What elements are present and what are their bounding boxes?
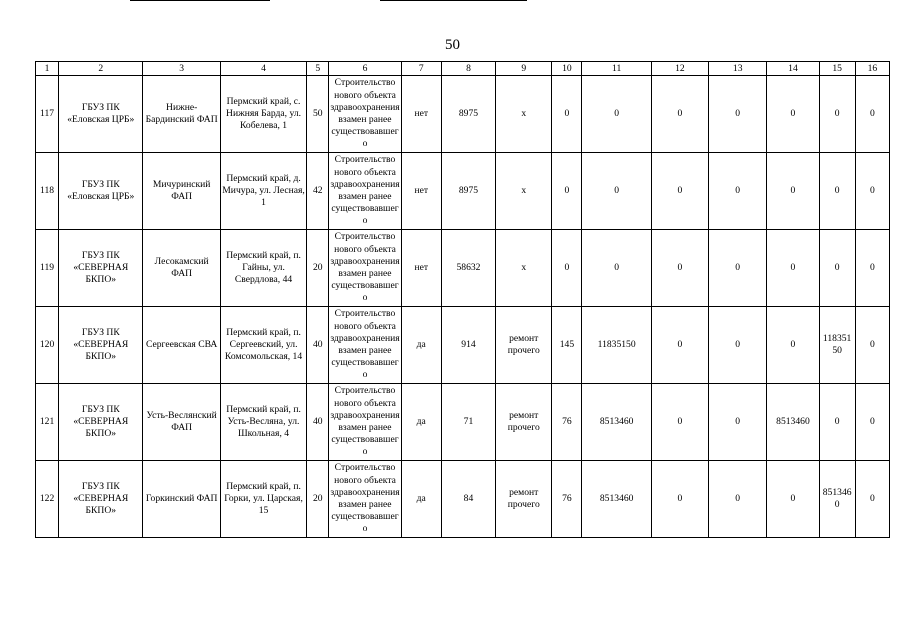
value-cell: 0 <box>855 230 889 307</box>
column-header: 16 <box>855 62 889 76</box>
column-header: 15 <box>819 62 855 76</box>
measure-cell: Строительство нового объекта здравоохранения взамен ранее существовавшего <box>329 230 401 307</box>
value-cell: 0 <box>855 307 889 384</box>
column-header: 14 <box>767 62 819 76</box>
institution-cell: ГБУЗ ПК «Еловская ЦРБ» <box>59 76 143 153</box>
column-header: 5 <box>307 62 329 76</box>
value-cell: 76 <box>552 384 582 461</box>
table-row <box>36 153 890 230</box>
value-cell: 0 <box>651 230 708 307</box>
column-header: 13 <box>709 62 767 76</box>
facility-cell: Мичуринский ФАП <box>143 153 220 230</box>
value-cell: 11835150 <box>582 307 651 384</box>
value-cell: 0 <box>709 384 767 461</box>
value-cell: 20 <box>307 230 329 307</box>
row-number: 117 <box>36 76 59 153</box>
column-header: 8 <box>441 62 495 76</box>
value-cell: 0 <box>709 461 767 538</box>
top-rule-right <box>380 0 527 1</box>
value-cell: 0 <box>855 153 889 230</box>
value-cell: да <box>401 461 441 538</box>
value-cell: 8975 <box>441 76 495 153</box>
column-header: 12 <box>651 62 708 76</box>
value-cell: 8513460 <box>582 384 651 461</box>
value-cell: 71 <box>441 384 495 461</box>
work-type-cell: х <box>496 230 552 307</box>
work-type-cell: ремонт прочего <box>496 461 552 538</box>
column-header: 1 <box>36 62 59 76</box>
value-cell: 8513460 <box>819 461 855 538</box>
value-cell: 0 <box>651 461 708 538</box>
value-cell: 0 <box>582 153 651 230</box>
address-cell: Пермский край, п. Сергеевский, ул. Комсомольская, 14 <box>220 307 306 384</box>
institution-cell: ГБУЗ ПК «СЕВЕРНАЯ БКПО» <box>59 461 143 538</box>
value-cell: 0 <box>709 76 767 153</box>
facility-cell: Сергеевская СВА <box>143 307 220 384</box>
table-row <box>36 461 890 538</box>
value-cell: 0 <box>709 307 767 384</box>
row-number: 118 <box>36 153 59 230</box>
table-row <box>36 384 890 461</box>
page-number: 50 <box>445 37 460 53</box>
value-cell: 0 <box>819 384 855 461</box>
column-header: 9 <box>496 62 552 76</box>
address-cell: Пермский край, д. Мичура, ул. Лесная, 1 <box>220 153 306 230</box>
value-cell: 0 <box>855 461 889 538</box>
value-cell: да <box>401 307 441 384</box>
value-cell: 0 <box>709 153 767 230</box>
facility-cell: Усть-Веслянский ФАП <box>143 384 220 461</box>
column-header: 10 <box>552 62 582 76</box>
facility-cell: Лесокамский ФАП <box>143 230 220 307</box>
address-cell: Пермский край, п. Усть-Весляна, ул. Школьная, 4 <box>220 384 306 461</box>
value-cell: 76 <box>552 461 582 538</box>
value-cell: 0 <box>767 307 819 384</box>
measure-cell: Строительство нового объекта здравоохранения взамен ранее существовавшего <box>329 461 401 538</box>
institution-cell: ГБУЗ ПК «СЕВЕРНАЯ БКПО» <box>59 230 143 307</box>
measure-cell: Строительство нового объекта здравоохранения взамен ранее существовавшего <box>329 76 401 153</box>
value-cell: да <box>401 384 441 461</box>
value-cell: 0 <box>855 76 889 153</box>
value-cell: 58632 <box>441 230 495 307</box>
work-type-cell: ремонт прочего <box>496 307 552 384</box>
table-row <box>36 76 890 153</box>
value-cell: 0 <box>552 153 582 230</box>
address-cell: Пермский край, п. Гайны, ул. Свердлова, 44 <box>220 230 306 307</box>
value-cell: 0 <box>767 461 819 538</box>
value-cell: 0 <box>582 230 651 307</box>
row-number: 120 <box>36 307 59 384</box>
value-cell: нет <box>401 76 441 153</box>
institution-cell: ГБУЗ ПК «Еловская ЦРБ» <box>59 153 143 230</box>
measure-cell: Строительство нового объекта здравоохранения взамен ранее существовавшего <box>329 153 401 230</box>
row-number: 122 <box>36 461 59 538</box>
value-cell: 20 <box>307 461 329 538</box>
register-table <box>35 61 890 538</box>
table-row <box>36 230 890 307</box>
value-cell: нет <box>401 230 441 307</box>
value-cell: 914 <box>441 307 495 384</box>
value-cell: 0 <box>651 76 708 153</box>
work-type-cell: х <box>496 153 552 230</box>
measure-cell: Строительство нового объекта здравоохранения взамен ранее существовавшего <box>329 307 401 384</box>
value-cell: 11835150 <box>819 307 855 384</box>
column-header: 2 <box>59 62 143 76</box>
column-header: 7 <box>401 62 441 76</box>
value-cell: 84 <box>441 461 495 538</box>
row-number: 119 <box>36 230 59 307</box>
column-header: 6 <box>329 62 401 76</box>
institution-cell: ГБУЗ ПК «СЕВЕРНАЯ БКПО» <box>59 307 143 384</box>
table-row <box>36 307 890 384</box>
value-cell: нет <box>401 153 441 230</box>
value-cell: 0 <box>651 153 708 230</box>
address-cell: Пермский край, с. Нижняя Барда, ул. Кобелева, 1 <box>220 76 306 153</box>
value-cell: 0 <box>767 230 819 307</box>
value-cell: 145 <box>552 307 582 384</box>
value-cell: 0 <box>819 153 855 230</box>
value-cell: 0 <box>651 384 708 461</box>
column-header: 3 <box>143 62 220 76</box>
value-cell: 0 <box>651 307 708 384</box>
value-cell: 0 <box>855 384 889 461</box>
value-cell: 0 <box>819 230 855 307</box>
value-cell: 8513460 <box>767 384 819 461</box>
facility-cell: Нижне-Бардинский ФАП <box>143 76 220 153</box>
work-type-cell: ремонт прочего <box>496 384 552 461</box>
institution-cell: ГБУЗ ПК «СЕВЕРНАЯ БКПО» <box>59 384 143 461</box>
value-cell: 0 <box>552 230 582 307</box>
value-cell: 42 <box>307 153 329 230</box>
measure-cell: Строительство нового объекта здравоохранения взамен ранее существовавшего <box>329 384 401 461</box>
value-cell: 0 <box>767 153 819 230</box>
value-cell: 0 <box>709 230 767 307</box>
address-cell: Пермский край, п. Горки, ул. Царская, 15 <box>220 461 306 538</box>
value-cell: 8975 <box>441 153 495 230</box>
work-type-cell: х <box>496 76 552 153</box>
top-rule-left <box>130 0 270 1</box>
value-cell: 0 <box>819 76 855 153</box>
value-cell: 40 <box>307 384 329 461</box>
value-cell: 8513460 <box>582 461 651 538</box>
value-cell: 50 <box>307 76 329 153</box>
value-cell: 40 <box>307 307 329 384</box>
column-number-row <box>36 62 890 76</box>
value-cell: 0 <box>767 76 819 153</box>
value-cell: 0 <box>552 76 582 153</box>
column-header: 11 <box>582 62 651 76</box>
row-number: 121 <box>36 384 59 461</box>
column-header: 4 <box>220 62 306 76</box>
facility-cell: Горкинский ФАП <box>143 461 220 538</box>
value-cell: 0 <box>582 76 651 153</box>
